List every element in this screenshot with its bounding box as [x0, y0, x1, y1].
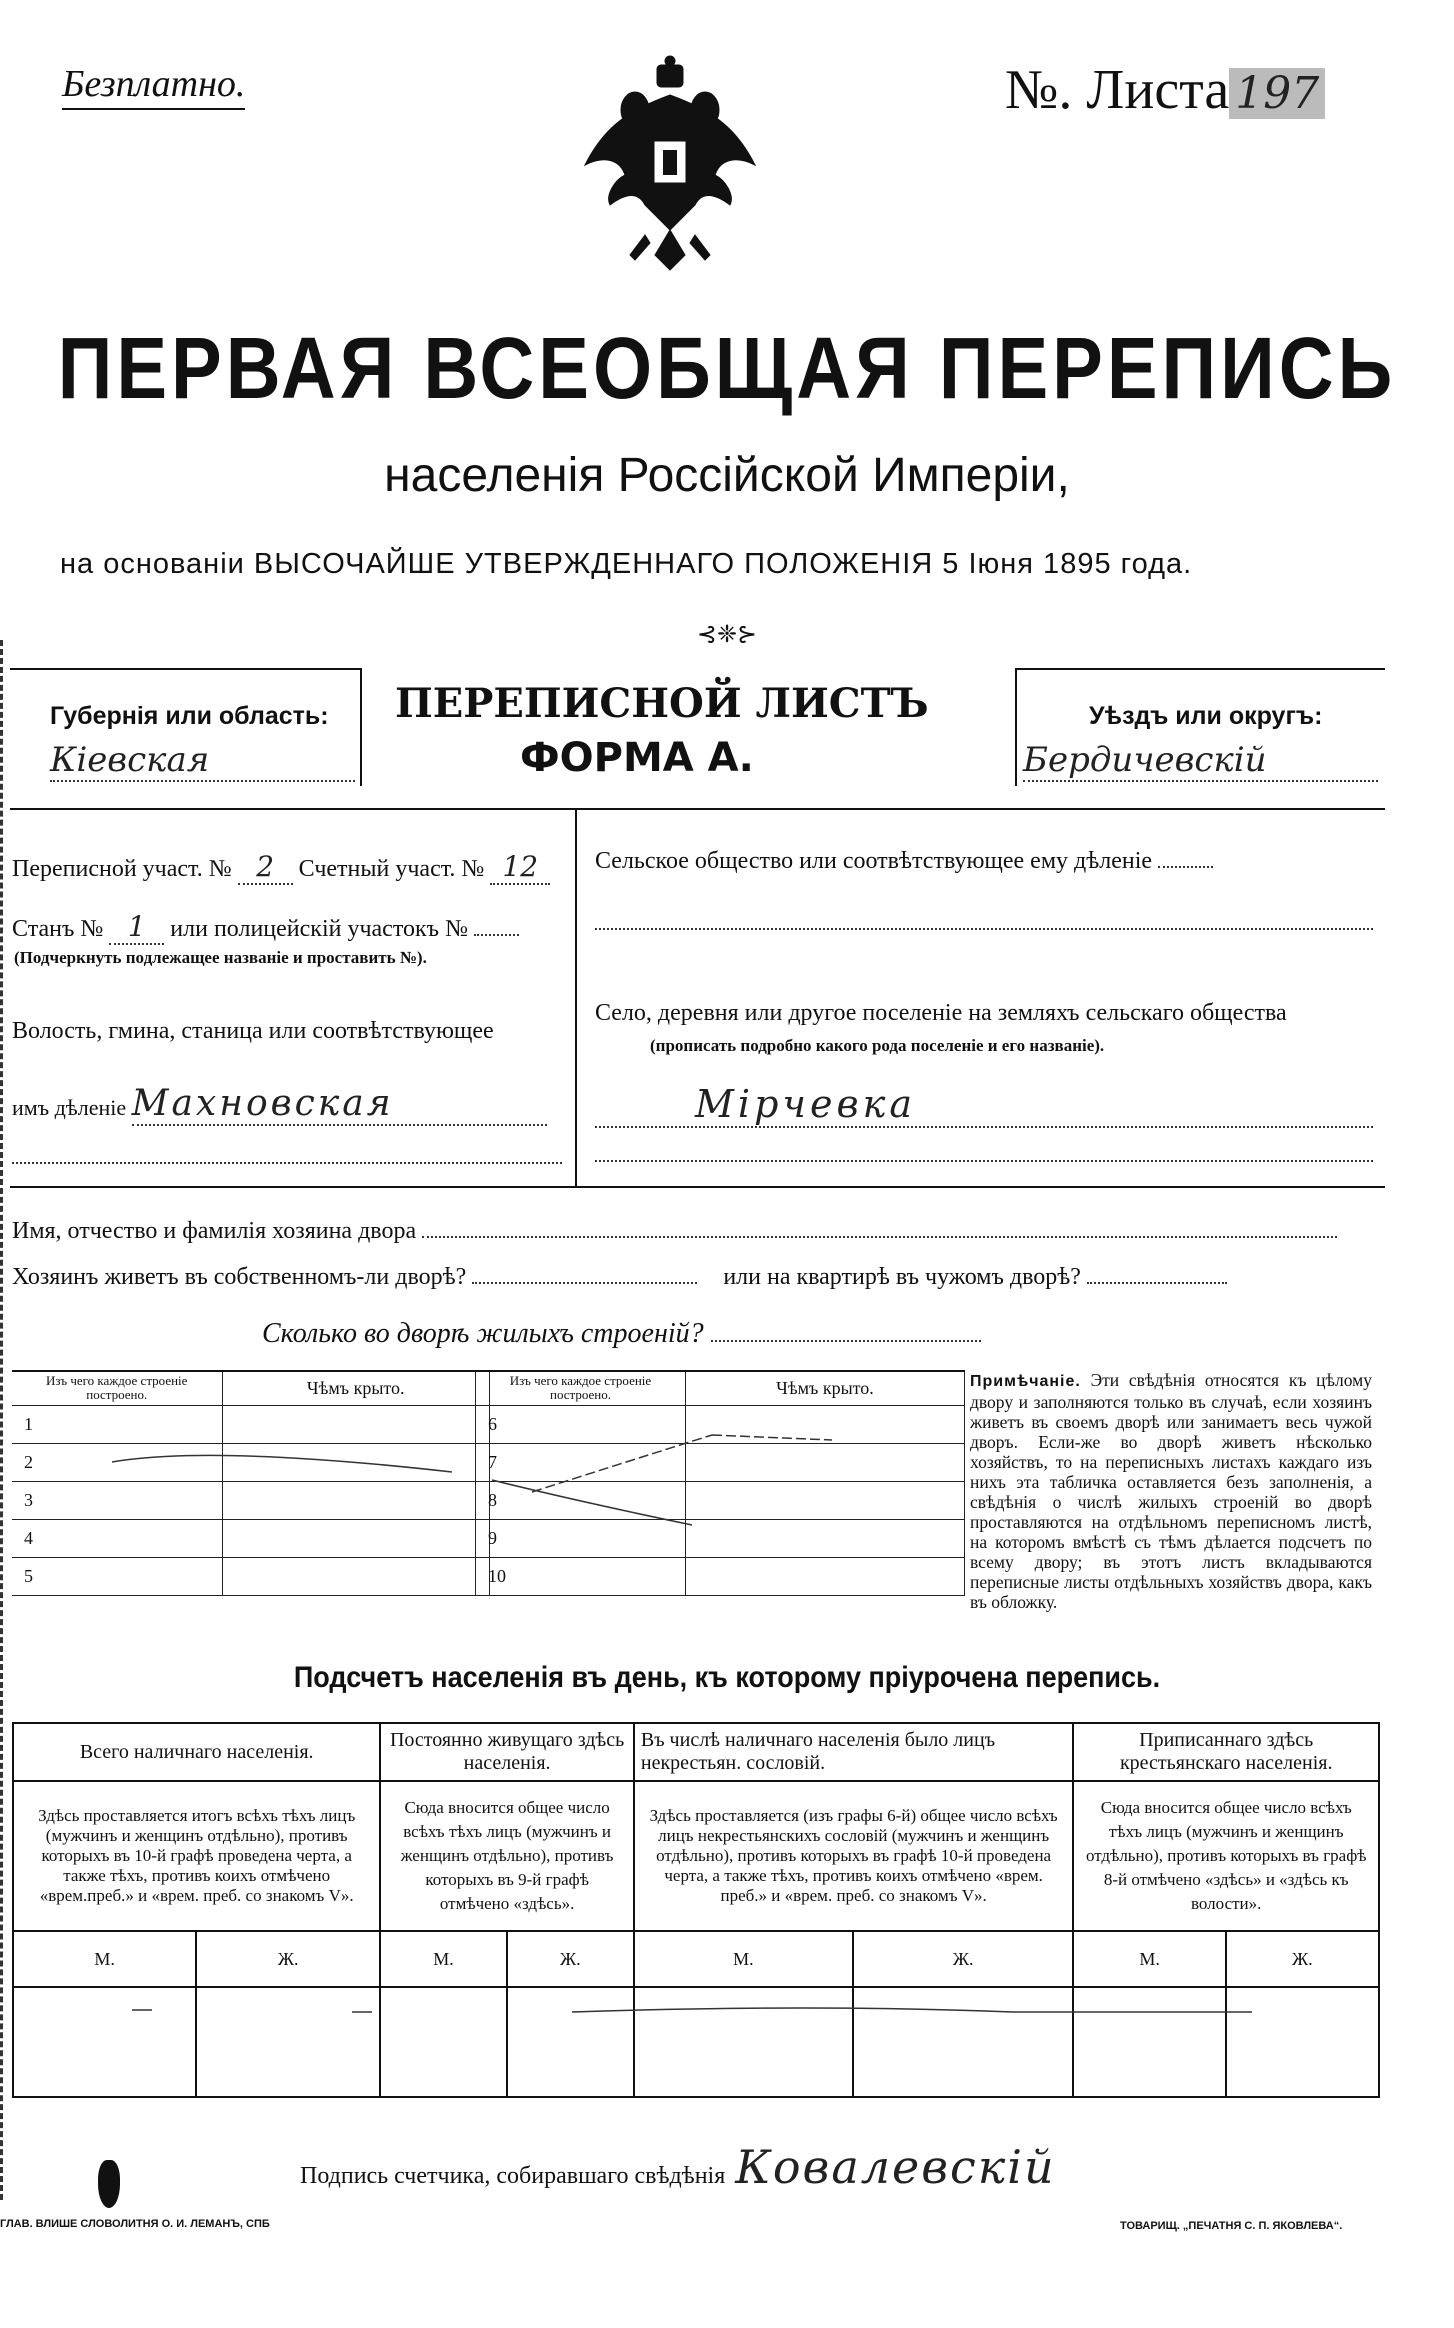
buildings-question: Сколько во дворѣ жилыхъ строеній?	[262, 1318, 704, 1349]
building-roof-cell[interactable]	[222, 1557, 490, 1595]
page-title: ПЕРВАЯ ВСЕОБЩАЯ ПЕРЕПИСЬ	[57, 319, 1397, 418]
male-header: М.	[634, 1931, 853, 1987]
volost-blank-line[interactable]	[12, 1162, 562, 1164]
lives-own-value[interactable]	[472, 1282, 697, 1284]
female-header: Ж.	[507, 1931, 634, 1987]
non-peasant-instructions: Здѣсь проставляется (изъ графы 6-й) общее число всѣхъ лицъ некрестьянскихъ сословій (мужчинъ и женщинъ отдѣльно), противъ которыхъ въ графѣ 10-й проведена черта, а также тѣхъ, противъ коихъ отмѣчено «врем. преб.» и «врем. преб. со знакомъ V».	[634, 1781, 1074, 1931]
lives-own-label: Хозяинъ живетъ въ собственномъ-ли дворѣ?	[12, 1264, 467, 1290]
building-roof-cell[interactable]	[686, 1557, 965, 1595]
female-header: Ж.	[853, 1931, 1073, 1987]
total-present-header: Всего наличнаго населенія.	[13, 1723, 380, 1781]
volost-row	[12, 1083, 547, 1126]
gubernia-label: Губернія или область:	[50, 702, 329, 730]
buildings-count-value[interactable]	[711, 1340, 981, 1342]
village-blank-line[interactable]	[595, 1160, 1373, 1162]
society-label: Сельское общество или соотвѣтствующее ему дѣленіе	[595, 848, 1153, 874]
left-edge-dashes	[0, 640, 3, 2200]
pen-strokes	[12, 1400, 965, 1560]
ink-blot	[98, 2160, 120, 2208]
census-district-row	[12, 850, 550, 885]
male-header: М.	[380, 1931, 506, 1987]
society-blank-line[interactable]	[595, 928, 1373, 930]
stan-label: Станъ №	[12, 916, 104, 942]
roof-header: Чѣмъ крыто.	[222, 1371, 490, 1405]
population-table	[12, 1722, 1380, 2098]
printer-right: ТОВАРИЩ. „ПЕЧАТНЯ С. П. ЯКОВЛЕВА“.	[1120, 2220, 1343, 2232]
uezd-box	[1015, 668, 1385, 786]
signature-label: Подпись счетчика, собиравшаго свѣдѣнія	[300, 2163, 726, 2189]
counting-district-value[interactable]: 12	[490, 850, 550, 885]
counting-district-label: Счетный участ. №	[298, 856, 485, 882]
male-header: М.	[13, 1931, 196, 1987]
building-row-number: 5	[12, 1557, 222, 1595]
gubernia-box	[10, 668, 362, 786]
permanent-residents-instructions: Сюда вносится общее число всѣхъ тѣхъ лицъ (мужчинъ и женщинъ отдѣльно), противъ которыхъ въ 9-й графѣ отмѣчено «здѣсь».	[380, 1781, 634, 1931]
uezd-value[interactable]: Бердичевскій	[1023, 740, 1378, 782]
village-label: Село, деревня или другое поселеніе на земляхъ сельскаго общества	[595, 1000, 1287, 1026]
underline-note: (Подчеркнуть подлежащее названіе и проставить №).	[14, 948, 427, 967]
stan-value[interactable]: 1	[109, 910, 164, 945]
building-row-number: 10	[476, 1557, 686, 1595]
peasant-registered-header: Приписаннаго здѣсь крестьянскаго населенія.	[1073, 1723, 1379, 1781]
building-row-number: 1	[12, 1405, 222, 1443]
note-block	[970, 1370, 1372, 1612]
village-value[interactable]: Мірчевка	[595, 1082, 1373, 1128]
volost-label-2: имъ дѣленіе	[12, 1095, 127, 1120]
female-header: Ж.	[196, 1931, 380, 1987]
female-header: Ж.	[1226, 1931, 1379, 1987]
building-row-number: 6	[476, 1405, 686, 1443]
owner-name-value[interactable]	[422, 1236, 1337, 1238]
population-heading: Подсчетъ населенія въ день, къ которому пріурочена перепись.	[293, 1660, 1161, 1694]
lives-rent-value[interactable]	[1087, 1282, 1227, 1284]
section-divider-bottom	[10, 1186, 1385, 1188]
printer-left: ГЛАВ. ВЛИШЕ СЛОВОЛИТНЯ О. И. ЛЕМАНЪ, СПБ	[0, 2218, 270, 2230]
society-row	[595, 848, 1213, 875]
note-text: Эти свѣдѣнія относятся къ цѣлому двору и заполняются только въ случаѣ, если хозяинъ живетъ въ своемъ дворѣ или занимаетъ весь чужой дворъ. Если-же во дворѣ живетъ нѣсколько хозяйствъ, то на переписныхъ листахъ каждаго изъ нихъ эта табличка оставляется безъ заполненія, а свѣдѣнія о числѣ жилыхъ строеній во дворѣ проставляются на отдѣльномъ переписномъ листѣ, на которомъ вмѣстѣ съ тѣмъ дѣлается подсчетъ по всему двору; въ этотъ листъ вкладываются переписные листы отдѣльныхъ хозяйствъ двора, какъ въ обложку.	[970, 1370, 1373, 1612]
double-headed-eagle-emblem	[575, 55, 765, 285]
village-note: (прописать подробно какого рода поселеніе и его названіе).	[650, 1036, 1105, 1055]
lives-rent-label: или на квартирѣ въ чужомъ дворѣ?	[723, 1264, 1081, 1290]
population-pen-line	[12, 1990, 1380, 2030]
form-title: ПЕРЕПИСНОЙ ЛИСТЪ	[395, 680, 929, 727]
building-row-number: 4	[12, 1519, 222, 1557]
society-value[interactable]	[1158, 866, 1213, 868]
total-present-instructions: Здѣсь проставляется итогъ всѣхъ тѣхъ лицъ (мужчинъ и женщинъ отдѣльно), противъ которыхъ въ 10-й графѣ проведена черта, а также тѣхъ, противъ коихъ отмѣчено «врем.преб.» и «врем. преб. со знакомъ V».	[13, 1781, 380, 1931]
building-row-number: 7	[476, 1443, 686, 1481]
ornament-divider: ⊰❈⊱	[696, 622, 758, 648]
roof-header: Чѣмъ крыто.	[686, 1371, 965, 1405]
buildings-question-row	[262, 1318, 981, 1350]
owner-name-label: Имя, отчество и фамилія хозяина двора	[12, 1218, 417, 1244]
legal-basis: на основаніи ВЫСОЧАЙШЕ УТВЕРЖДЕННАГО ПОЛОЖЕНІЯ 5 Іюня 1895 года.	[60, 548, 1193, 580]
sheet-number	[1005, 58, 1325, 122]
non-peasant-header: Въ числѣ наличнаго населенія было лицъ некрестьян. сословій.	[634, 1723, 1074, 1781]
volost-label: Волость, гмина, станица или соотвѣтствующее	[12, 1018, 494, 1044]
peasant-registered-instructions: Сюда вносится общее число всѣхъ тѣхъ лицъ (мужчинъ и женщинъ отдѣльно), противъ которыхъ въ графѣ 8-й отмѣчено «здѣсь» и «здѣсь къ волости».	[1073, 1781, 1379, 1931]
sheet-number-value: 197	[1229, 68, 1325, 119]
census-district-label: Переписной участ. №	[12, 856, 232, 882]
note-heading: Примѣчаніе.	[970, 1373, 1081, 1390]
volost-value[interactable]: Махновская	[132, 1083, 547, 1126]
free-label: Безплатно.	[62, 62, 245, 110]
permanent-residents-header: Постоянно живущаго здѣсь населенія.	[380, 1723, 634, 1781]
page-subtitle: населенія Россійской Имперіи,	[384, 449, 1070, 502]
material-header: Изъ чего каждое строеніе построено.	[12, 1371, 222, 1405]
police-district-value[interactable]	[474, 934, 519, 936]
building-row-number: 8	[476, 1481, 686, 1519]
building-row-number: 3	[12, 1481, 222, 1519]
uezd-label: Уѣздъ или округъ:	[1089, 702, 1323, 730]
owner-lives-row	[12, 1264, 1227, 1291]
building-row-number: 2	[12, 1443, 222, 1481]
signature-row	[300, 2140, 1056, 2194]
section-divider-vertical	[575, 808, 577, 1186]
male-header: М.	[1073, 1931, 1225, 1987]
owner-name-row	[12, 1218, 1337, 1245]
sheet-number-label: №. Листа	[1005, 59, 1230, 121]
gubernia-value[interactable]: Кіевская	[50, 740, 355, 782]
material-header: Изъ чего каждое строеніе построено.	[476, 1371, 686, 1405]
stan-row	[12, 910, 519, 945]
signature-value[interactable]: Ковалевскій	[735, 2140, 1056, 2194]
census-district-value[interactable]: 2	[238, 850, 293, 885]
police-district-label: или полицейскій участокъ №	[170, 916, 468, 942]
form-name: ФОРМА А.	[520, 735, 754, 781]
section-divider-top	[10, 808, 1385, 810]
building-row-number: 9	[476, 1519, 686, 1557]
